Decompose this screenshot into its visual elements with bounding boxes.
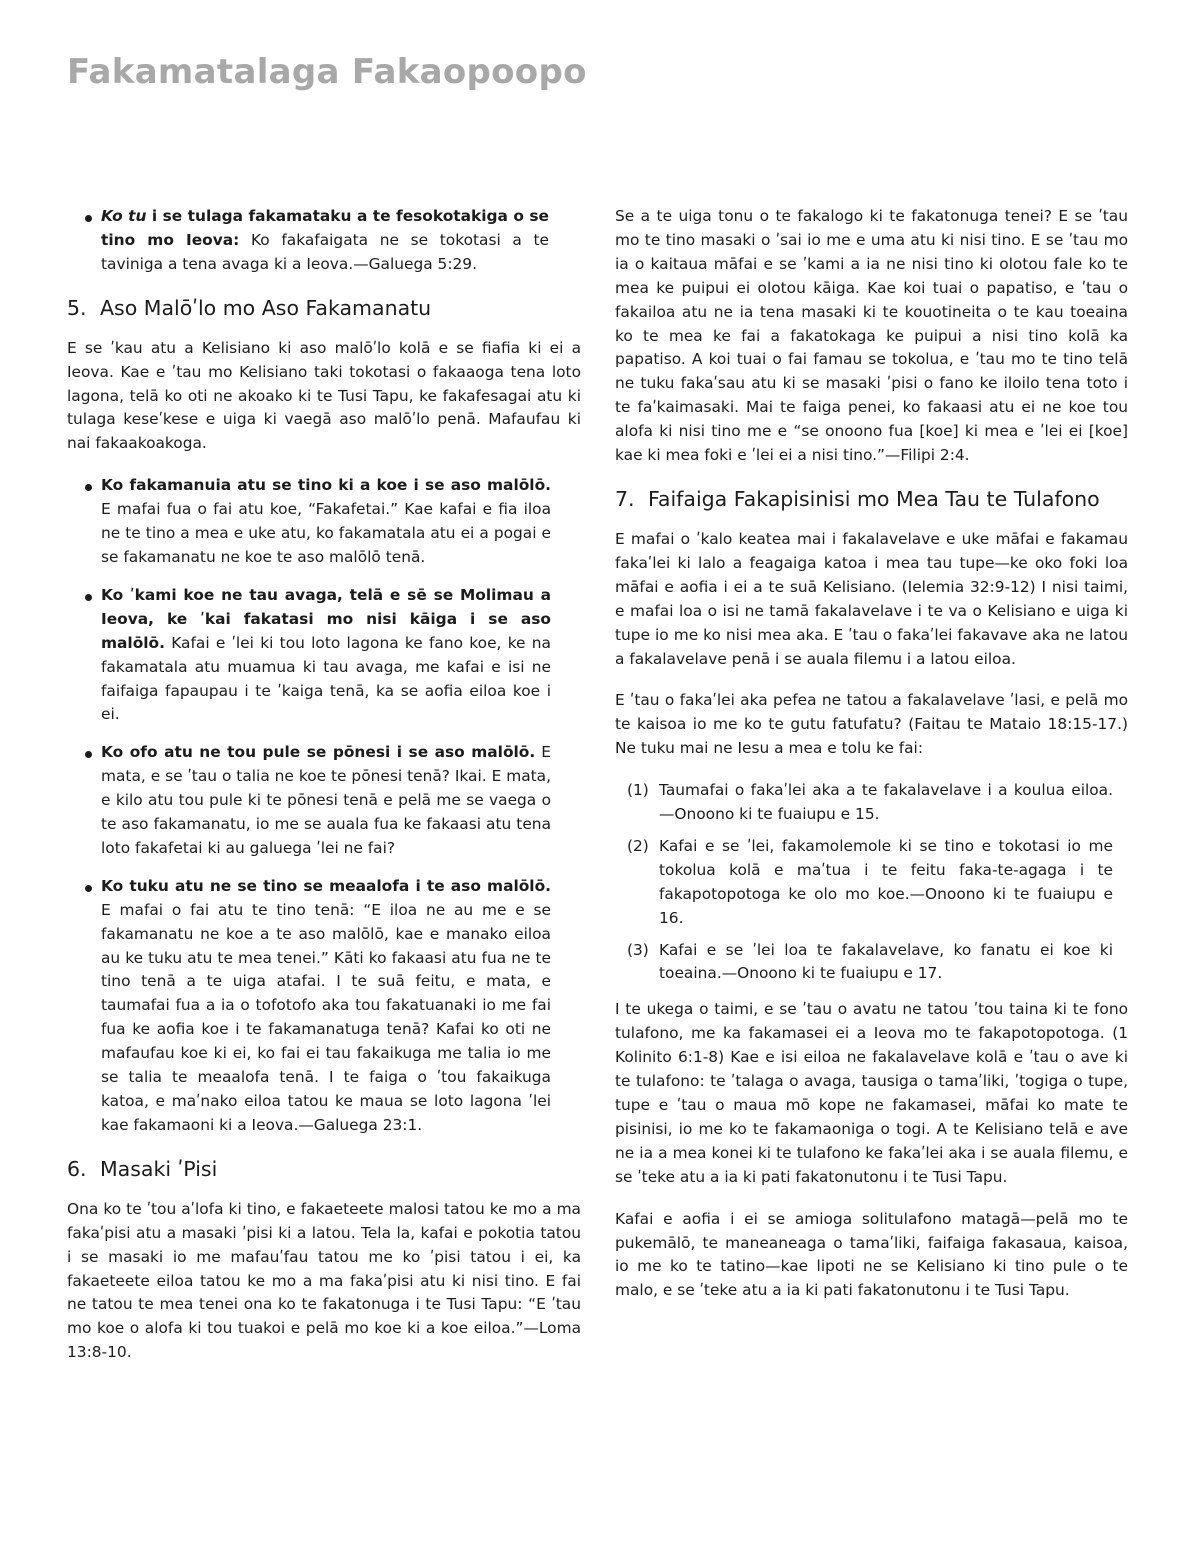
bullet-lead: Ko fakamanuia atu se tino ki a koe i se aso malōlō. (101, 476, 551, 495)
step-text: Taumafai o fakaʹlei aka a te fakalavelave i a koulua eiloa. —Onoono ki te fuaiupu e 15. (659, 781, 1113, 824)
list-item (627, 835, 1113, 931)
list-item (81, 875, 551, 1138)
bullet-lead: Ko tuku atu ne se tino se meaalofa i te aso malōlō. (101, 876, 551, 895)
list-item (627, 939, 1113, 987)
step-marker: (1) (627, 781, 649, 800)
intro-bullet-list (67, 205, 581, 277)
list-item (67, 205, 549, 277)
bullet-text: E mafai o fai atu te tino tenā: “E iloa ne au me e se fakamanatu ne koe a te aso malōlō, kae e manako eiloa au ke tuku atu te mea tenei.” Kāti ko fakaasi atu fua ne te tino tenā a te uiga atafai. I te suā feitu, e mata, e taumafai fua a ia o tofotofo aka tou fakatuanaki io me fai fua ke aofia koe i te fakamanatuga tenā? Kafai ko oti ne mafaufau koe ki ei, ko fai ei tau fakaikuga me talia io me se talia te meaalofa tenā. I te faiga o ʹtou fakaikuga katoa, e maʹnako eiloa tatou ke maua se loto lagona ʹlei kae fakamaoni ki a Ieova.—Galuega 23:1. (101, 900, 551, 1134)
section-5-heading (67, 295, 581, 322)
page-title: Fakamatalaga Fakaopoopo (67, 52, 587, 92)
bullet-lead: Ko ʹkami koe ne tau avaga, telā e sē se Molimau a Ieova, ke ʹkai fakatasi mo nisi kāiga i se aso malōlō. (101, 585, 551, 652)
step-text: Kafai e se ʹlei loa te fakalavelave, ko fanatu ei koe ki toeaina.—Onoono ki te fuaiupu e 17. (659, 940, 1113, 983)
bullet-text: E mafai fua o fai atu koe, “Fakafetai.” Kae kafai e fia iloa ne te tino a mea e uke atu, ko fakamatala atu ei a pogai e se fakamanatu ne koe te aso malōlō tenā. (101, 500, 551, 566)
bullet-lead: Ko ofo atu ne tou pule se pōnesi i se aso malōlō. (101, 743, 536, 762)
list-item (627, 779, 1113, 827)
section-7-paragraph-4: Kafai e aofia i ei se amioga solitulafono matagā—pelā mo te pukemālō, te maneaneaga o tamaʹliki, faifaiga fakasaua, kaisoa, io me ko te tatino—kae lipoti ne se Kelisiano ki tino pule o te malo, e se ʹteke atu a ia ki pati fakatonutonu i te Tusi Tapu. (615, 1209, 1128, 1300)
section-number: 7. (615, 486, 635, 511)
list-item (81, 741, 551, 861)
bullet-lead-italic: Ko tu (101, 207, 147, 225)
step-marker: (3) (627, 940, 649, 959)
section-number: 5. (67, 295, 87, 320)
step-marker: (2) (627, 836, 649, 855)
section-number: 6. (67, 1156, 87, 1181)
section-title: Masaki ʹPisi (100, 1156, 218, 1181)
left-column (67, 205, 581, 1383)
section-5-paragraph: E se ʹkau atu a Kelisiano ki aso malōʹlo kolā e se fiafia ki ei a Ieova. Kae e ʹtau mo Kelisiano taki tokotasi o fakaaoga tena loto lagona, telā ko oti ne akoako ki te Tusi Tapu, ke fakafesagai atu ki tulaga keseʹkese e uiga ki vaegā aso malōʹlo penā. Mafaufau ki nai fakaakoakoga. (67, 338, 581, 453)
section-5-bullet-list (67, 474, 581, 1138)
section-7-paragraph-2: E ʹtau o fakaʹlei aka pefea ne tatou a fakalavelave ʹlasi, e pelā mo te kaisoa io me ko te gutu fatufatu? (Faitau te Mataio 18:15-17.) Ne tuku mai ne Iesu a mea e tolu ke fai: (615, 691, 1128, 758)
section-7-heading (615, 486, 1128, 513)
list-item (81, 584, 551, 727)
bullet-lead: i se tulaga fakamataku a te fesokotakiga o se tino mo Ieova: (101, 207, 549, 249)
section-6-heading (67, 1156, 581, 1183)
section-title: Faifaiga Fakapisinisi mo Mea Tau te Tulafono (648, 486, 1100, 511)
steps-list (615, 779, 1128, 986)
section-title: Aso Malōʹlo mo Aso Fakamanatu (100, 295, 432, 320)
bullet-text: Kafai e ʹlei ki tou loto lagona ke fano koe, ke na fakamatala atu muamua ki tau avaga, me kafai e isi ne faifaiga fapaupau i te ʹkaiga tenā, ka se aofia eiloa koe i ei. (101, 633, 551, 724)
section-6-paragraph-continued: Se a te uiga tonu o te fakalogo ki te fakatonuga tenei? E se ʹtau mo te tino masaki o ʹsai io me e uma atu ki nisi tino. E se ʹtau mo ia o kaitaua māfai e se ʹkami a ia ne nisi tino ki olotou fale ko te mea ke puipui ei olotou kāiga. Kae koi tuai o papatiso, e ʹtau o fakailoa atu ne ia tena masaki ki te kouotineita o te kau toeaina ko te mea ke fai a fakatokaga ke puipui a nisi tino kolā ka papatiso. A koi tuai o fai famau se tokolua, e ʹtau mo te tino telā ne tuku fakaʹsau atu ki se masaki ʹpisi o fano ke iloilo tena toto i te faʹkaimasaki. Mai te faiga penei, ko fakaasi atu ei ne koe tou alofa ki nisi tino me e “se onoono fua [koe] ki mea e ʹlei ei [koe] kae ki mea foki e ʹlei ei a nisi tino.”—Filipi 2:4. (615, 207, 1128, 465)
section-7-paragraph-3: I te ukega o taimi, e se ʹtau o avatu ne tatou ʹtou taina ki te fono tulafono, me ka fakamasei ei a Ieova mo te fakapotopotoga. (1 Kolinito 6:1-8) Kae e isi eiloa ne fakalavelave kolā e ʹtau o ave ki te tulafono: te ʹtalaga o avaga, tausiga o tamaʹliki, ʹtogiga o tupe, tupe e ʹtau o maua mō kope ne fakamasei, māfai ko mate te pisinisi, io me ko te fakamaoniga o togi. A te Kelisiano telā e ave ne ia a mea konei ki te tulafono ke fakaʹlei aka i se auala filemu, e se ʹteke atu a ia ki pati fakatonutonu i te Tusi Tapu. (615, 1000, 1128, 1186)
bullet-text: Ko fakafaigata ne se tokotasi a te taviniga a tena avaga ki a Ieova.—Galuega 5:29. (101, 230, 549, 273)
section-7-paragraph-1: E mafai o ʹkalo keatea mai i fakalavelave e uke māfai e fakamau fakaʹlei ki lalo a feagaiga katoa i mea tau tupe—ke oko foki loa māfai e aofia i ei a te suā Kelisiano. (Ielemia 32:9-12) I nisi taimi, e mafai loa o isi ne tamā fakalavelave i te va o Kelisiano e uiga ki tupe io me ko nisi mea aka. E ʹtau o fakaʹlei fakavave aka ne latou a fakalavelave penā i se auala filemu i a latou eiloa. (615, 529, 1128, 668)
bullet-text: E mata, e se ʹtau o talia ne koe te pōnesi tenā? Ikai. E mata, e kilo atu tou pule ki te pōnesi tenā e pelā me se vaega o te aso fakamanatu, io me se auala fua ke fakaasi atu tena loto fakafetai ki au galuega ʹlei ne fai? (101, 743, 551, 857)
list-item (81, 474, 551, 570)
section-6-paragraph: Ona ko te ʹtou aʹlofa ki tino, e fakaeteete malosi tatou ke mo a ma fakaʹpisi atu a masaki ʹpisi ki a latou. Tela la, kafai e pokotia tatou i se masaki io me mafauʹfau tatou me ko ʹpisi tatou i ei, ka fakaeteete eiloa tatou ke mo a ma fakaʹpisi atu ki nisi tino. E fai ne tatou te mea tenei ona ko te fakatonuga i te Tusi Tapu: “E ʹtau mo koe o alofa ki tou tuakoi e pelā mo koe ki a koe eiloa.”—Loma 13:8-10. (67, 1199, 581, 1362)
right-column (615, 205, 1128, 1321)
step-text: Kafai e se ʹlei, fakamolemole ki se tino e tokotasi io me tokolua kolā e maʹtua i te feitu faka-te-agaga i te fakapotopotoga ke olo mo koe.—Onoono ki te fuaiupu e 16. (659, 836, 1113, 927)
